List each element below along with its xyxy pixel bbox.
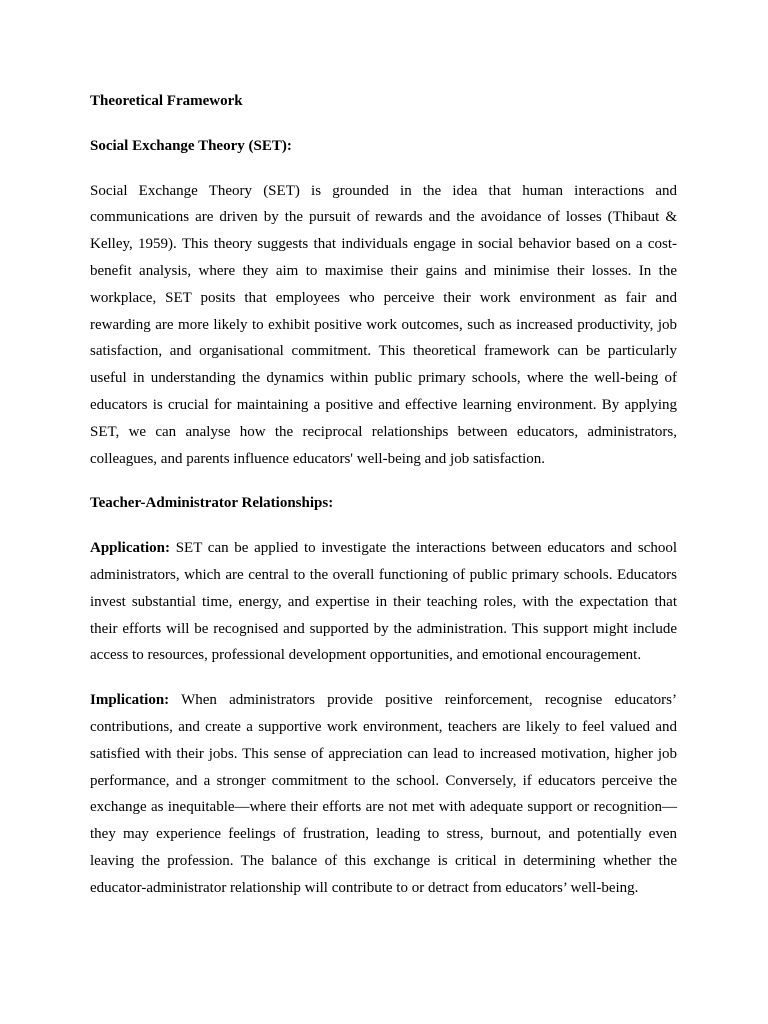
document-title: Theoretical Framework — [90, 93, 243, 109]
document-page — [90, 88, 677, 920]
set-heading: Social Exchange Theory (SET): — [90, 137, 292, 154]
application-text: SET can be applied to investigate the interactions between educators and school administrators, which are central to the overall functioning of public primary schools. Educators invest substantial time, energy, and expertise in their teaching roles, with the expectation that their efforts will be recognised and supported by the administration. This support might include access to resources, professional development opportunities, and emotional encouragement. — [90, 540, 677, 664]
relationships-heading: Teacher-Administrator Relationships: — [90, 495, 334, 512]
application-paragraph — [90, 535, 677, 669]
implication-paragraph — [90, 687, 677, 901]
implication-label: Implication: — [90, 692, 170, 709]
set-paragraph: Social Exchange Theory (SET) is grounded in the idea that human interactions and communications are driven by the pursuit of rewards and the avoidance of losses (Thibaut & Kelley, 1959). This theory suggests that individuals engage in social behavior based on a cost-benefit analysis, where they aim to maximise their gains and minimise their losses. In the workplace, SET posits that employees who perceive their work environment as fair and rewarding are more likely to exhibit positive work outcomes, such as increased productivity, job satisfaction, and organisational commitment. This theoretical framework can be particularly useful in understanding the dynamics within public primary schools, where the well-being of educators is crucial for maintaining a positive and effective learning environment. By applying SET, we can analyse how the reciprocal relationships between educators, administrators, colleagues, and parents influence educators' well-being and job satisfaction. — [90, 182, 677, 467]
implication-text: When administrators provide positive reinforcement, recognise educators’ contributions, and create a supportive work environment, teachers are likely to feel valued and satisfied with their jobs. This sense of appreciation can lead to increased motivation, higher job performance, and a stronger commitment to the school. Conversely, if educators perceive the exchange as inequitable—where their efforts are not met with adequate support or recognition—they may experience feelings of frustration, leading to stress, burnout, and potentially even leaving the profession. The balance of this exchange is critical in determining whether the educator-administrator relationship will contribute to or detract from educators’ well-being. — [90, 692, 677, 896]
application-label: Application: — [90, 540, 171, 557]
